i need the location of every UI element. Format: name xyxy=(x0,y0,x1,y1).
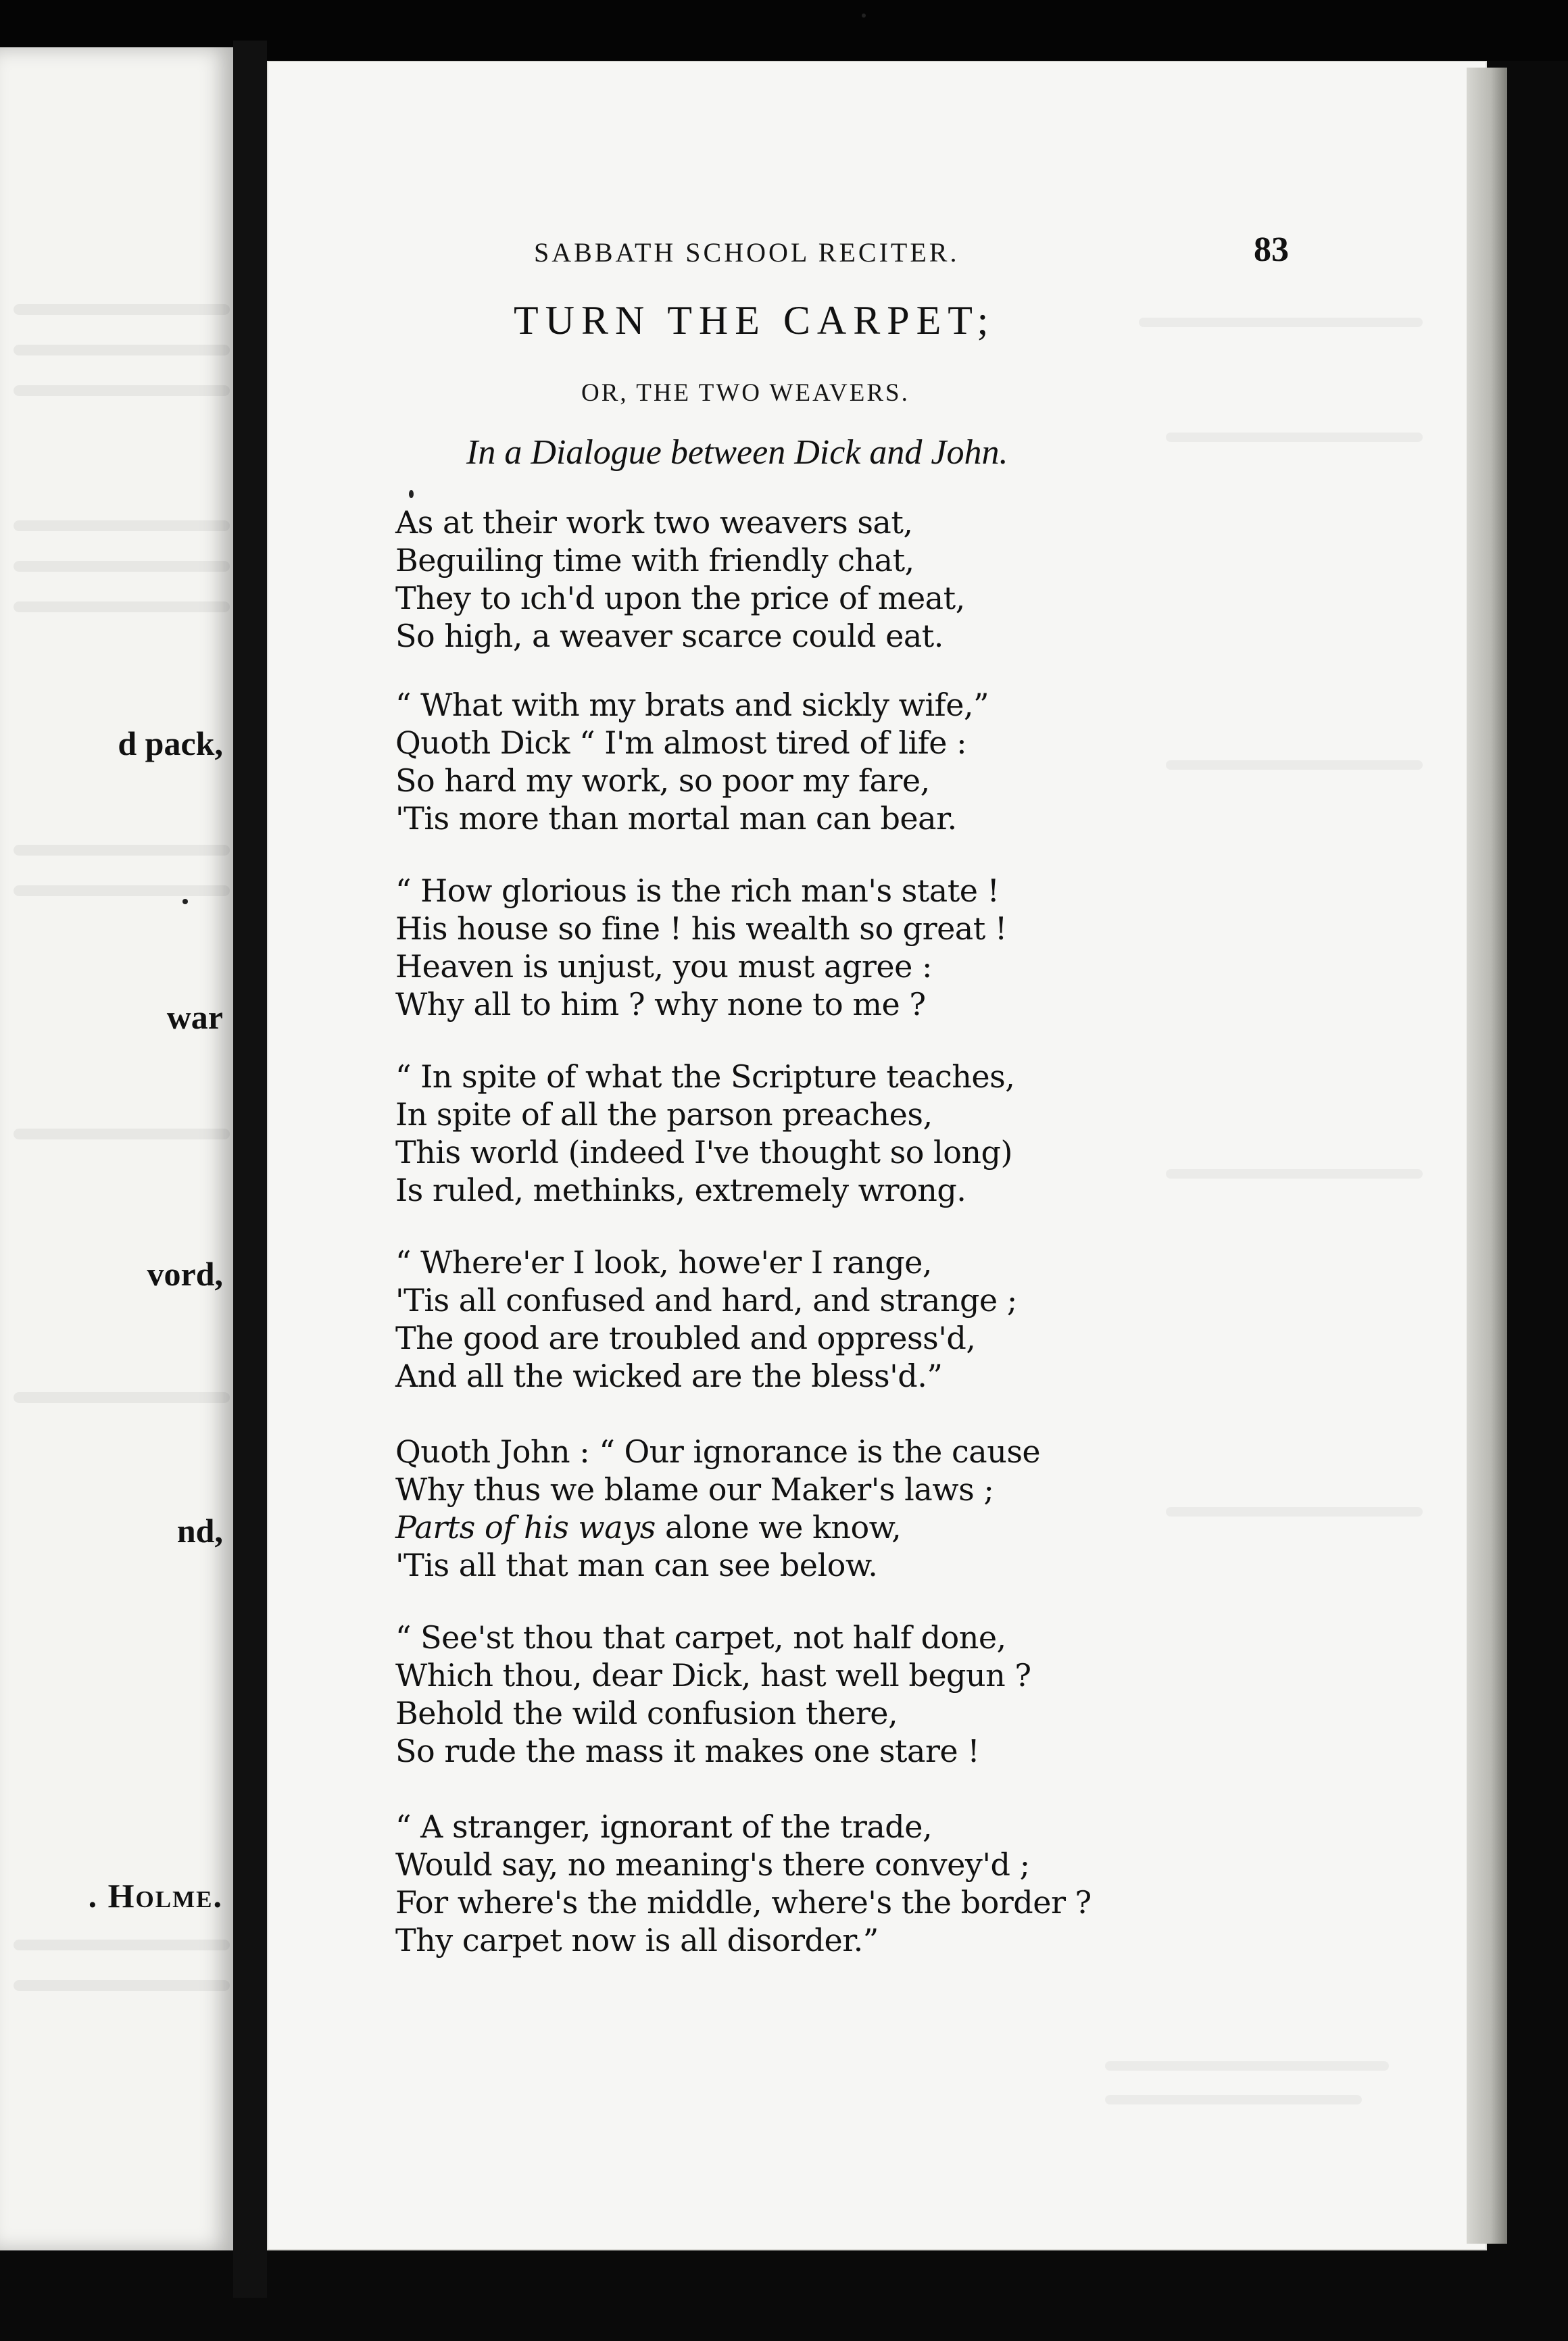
page-edge-shadow xyxy=(1467,68,1507,2244)
verse-line: “ In spite of what the Scripture teaches, xyxy=(395,1058,1015,1095)
left-page-fragment: vord, xyxy=(147,1255,223,1293)
verse-line: Quoth John : “ Our ignorance is the cause xyxy=(395,1433,1041,1470)
verse-line: “ A stranger, ignorant of the trade, xyxy=(395,1808,933,1845)
bleed-through-line xyxy=(14,845,230,856)
bleed-through-line xyxy=(14,520,230,531)
bleed-through-line xyxy=(1105,2061,1389,2071)
page-number: 83 xyxy=(1254,230,1289,269)
stanza xyxy=(395,1808,1274,1959)
verse-line: Which thou, dear Dick, hast well begun ? xyxy=(395,1657,1031,1694)
bleed-through-line xyxy=(14,304,230,315)
verse-line xyxy=(395,1508,1274,1546)
bleed-through-line xyxy=(14,1940,230,1950)
verse-line: Why all to him ? why none to me ? xyxy=(395,986,926,1022)
poem-title: TURN THE CARPET; xyxy=(514,298,996,343)
stanza xyxy=(395,1058,1274,1209)
book-gutter xyxy=(233,41,267,2298)
running-head: SABBATH SCHOOL RECITER. xyxy=(534,237,960,268)
verse-line-rest: alone we know, xyxy=(664,1509,902,1546)
verse-line: The good are troubled and oppress'd, xyxy=(395,1320,976,1356)
verse-line: Is ruled, methinks, extremely wrong. xyxy=(395,1172,966,1208)
verse-line: 'Tis all confused and hard, and strange ; xyxy=(395,1282,1017,1319)
verse-line: “ How glorious is the rich man's state ! xyxy=(395,872,1000,909)
stanza xyxy=(395,1619,1274,1770)
bleed-through-line xyxy=(14,385,230,396)
stanza xyxy=(395,503,1274,655)
poem-dialogue-note: In a Dialogue between Dick and John. xyxy=(466,433,1008,472)
bleed-through-line xyxy=(14,561,230,572)
verse-line: So rude the mass it makes one stare ! xyxy=(395,1733,980,1769)
print-speck xyxy=(409,490,414,498)
left-page-fragment: war xyxy=(166,998,223,1036)
verse-line: As at their work two weavers sat, xyxy=(395,504,913,541)
left-page-fragment: . Holme. xyxy=(88,1877,223,1915)
stanza xyxy=(395,872,1274,1023)
bleed-through-line xyxy=(1139,318,1423,327)
poem-subtitle: OR, THE TWO WEAVERS. xyxy=(581,379,910,407)
verse-line: This world (indeed I've thought so long) xyxy=(395,1134,1012,1170)
stanza xyxy=(395,1243,1274,1395)
verse-line: “ What with my brats and sickly wife,” xyxy=(395,687,989,723)
verse-line: Behold the wild confusion there, xyxy=(395,1695,898,1731)
verse-line: “ See'st thou that carpet, not half done, xyxy=(395,1619,1006,1656)
verse-line: 'Tis all that man can see below. xyxy=(395,1547,878,1583)
print-speck xyxy=(862,14,866,18)
stanza xyxy=(395,1433,1274,1584)
verse-line: Thy carpet now is all disorder.” xyxy=(395,1922,879,1958)
verse-line: 'Tis more than mortal man can bear. xyxy=(395,800,957,837)
bleed-through-line xyxy=(14,1392,230,1403)
verse-line: Heaven is unjust, you must agree : xyxy=(395,948,932,985)
italic-phrase: Parts of his ways xyxy=(395,1509,656,1546)
verse-line: Quoth Dick “ I'm almost tired of life : xyxy=(395,724,967,761)
bleed-through-line xyxy=(14,601,230,612)
verse-line: So high, a weaver scarce could eat. xyxy=(395,618,944,654)
bleed-through-line xyxy=(14,345,230,355)
verse-line: Would say, no meaning's there convey'd ; xyxy=(395,1846,1030,1883)
stanza xyxy=(395,686,1274,837)
bleed-through-line xyxy=(14,885,230,896)
verse-line: His house so fine ! his wealth so great ! xyxy=(395,910,1007,947)
verse-line: They to ıch'd upon the price of meat, xyxy=(395,580,965,616)
verse-line: Why thus we blame our Maker's laws ; xyxy=(395,1471,994,1508)
bleed-through-line xyxy=(1105,2095,1362,2104)
left-page-fragment: d pack, xyxy=(118,724,223,762)
verse-line: For where's the middle, where's the border ? xyxy=(395,1884,1092,1921)
verse-line: “ Where'er I look, howe'er I range, xyxy=(395,1244,932,1281)
print-speck xyxy=(182,899,188,904)
previous-page-fragment xyxy=(0,47,233,2250)
left-page-fragment: nd, xyxy=(176,1512,223,1550)
verse-line: Beguiling time with friendly chat, xyxy=(395,542,914,578)
bleed-through-line xyxy=(14,1129,230,1139)
verse-line: In spite of all the parson preaches, xyxy=(395,1096,933,1133)
verse-line: So hard my work, so poor my fare, xyxy=(395,762,930,799)
verse-line: And all the wicked are the bless'd.” xyxy=(395,1358,943,1394)
bleed-through-line xyxy=(14,1980,230,1991)
